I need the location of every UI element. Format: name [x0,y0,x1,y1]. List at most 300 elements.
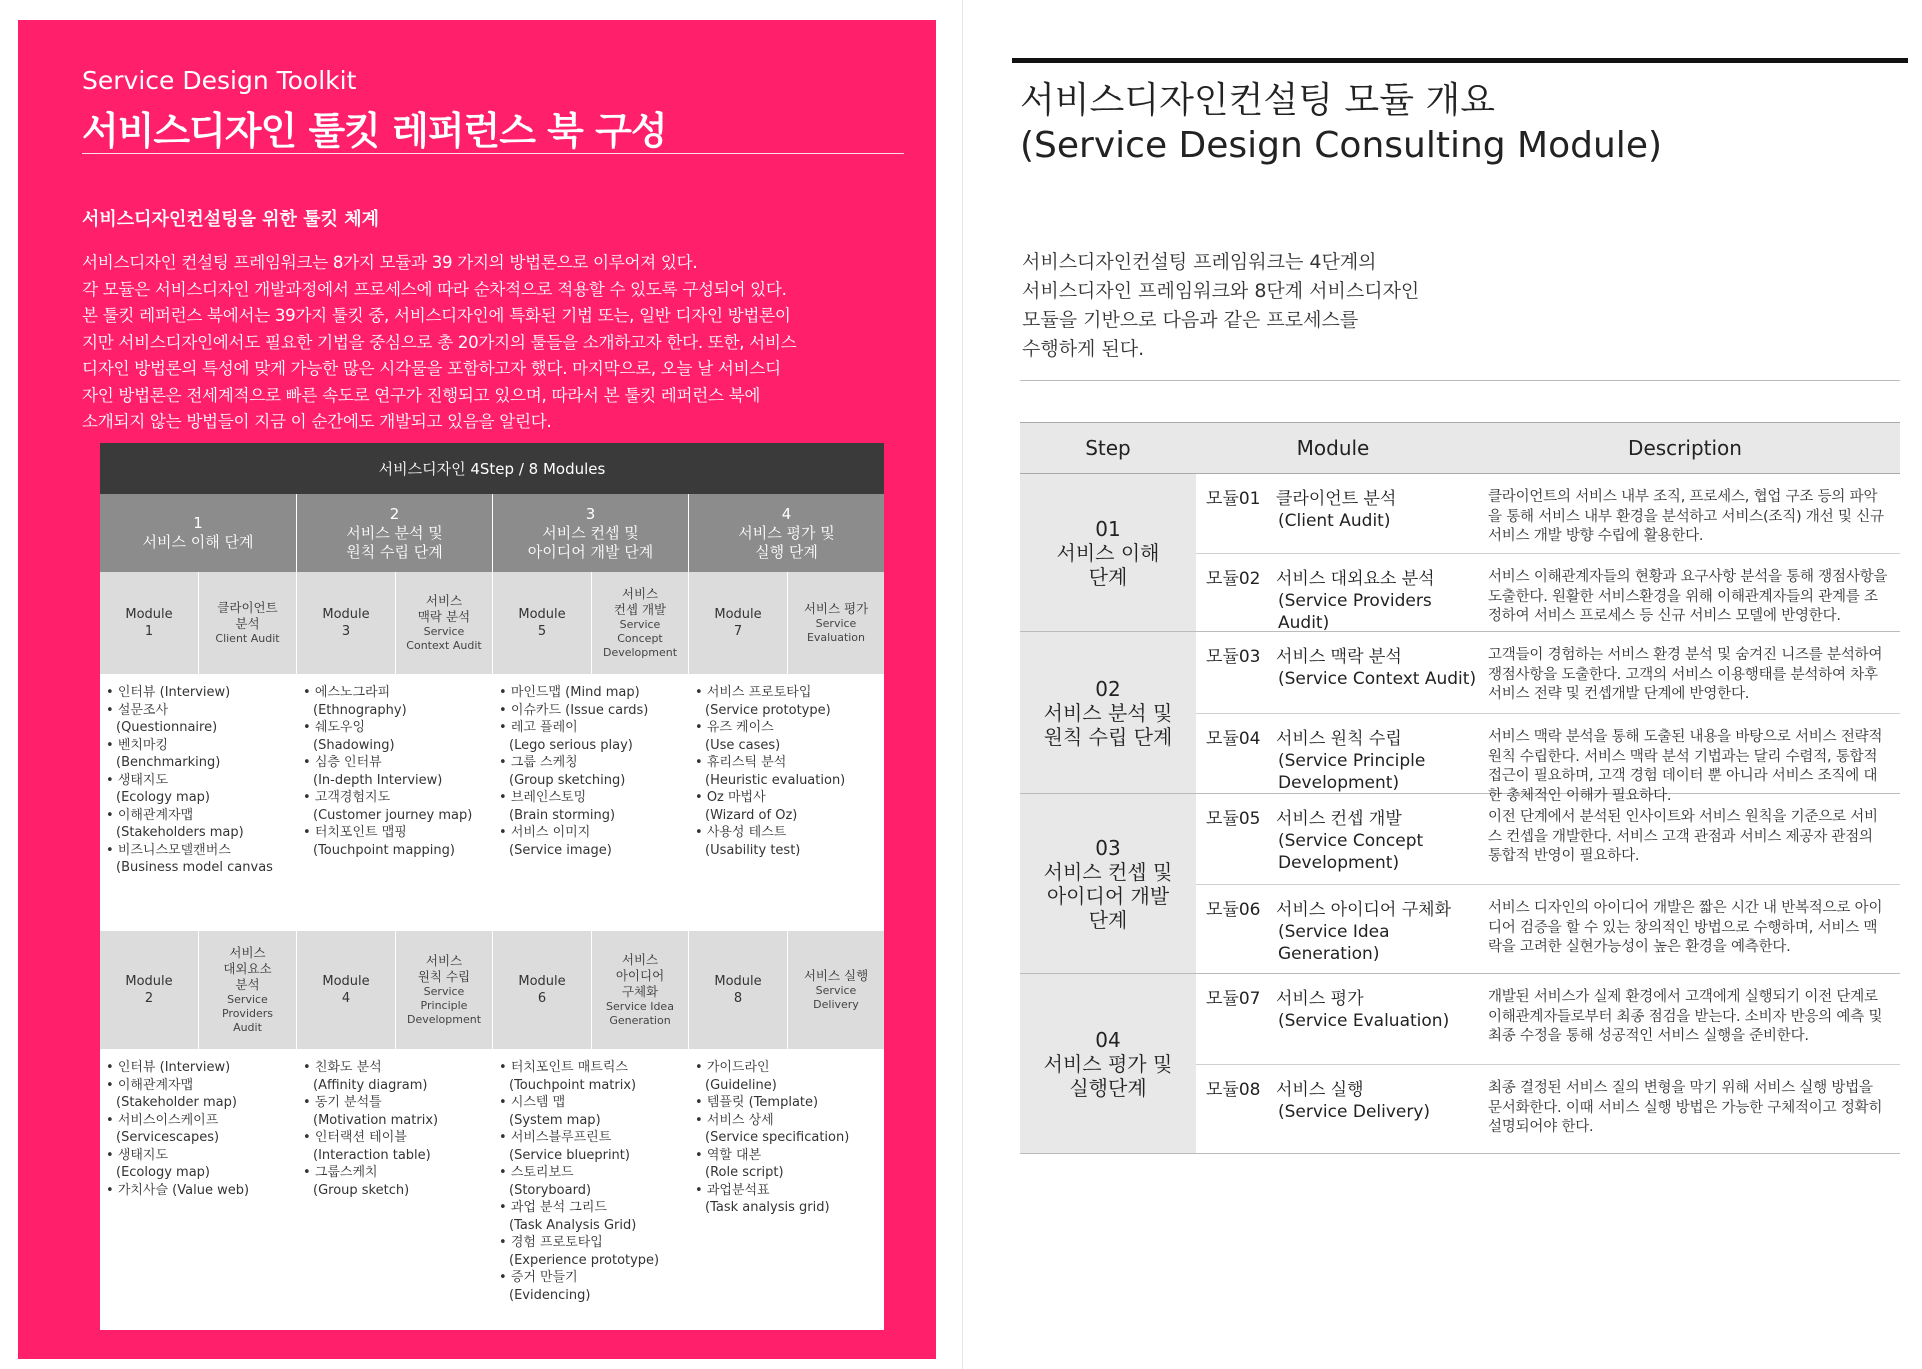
step-label: 실행단계 [1069,1075,1147,1100]
tool-name-ko: • 과업분석표 [695,1182,880,1200]
step-label: 아이디어 개발 [1046,883,1170,908]
title-line-ko: 서비스디자인컨설팅 모듈 개요 [1020,80,1495,121]
tool-name-ko: • 경험 프로토타입 [499,1234,684,1252]
step-group [1020,632,1900,804]
stage-label: 실행 단계 [755,542,818,561]
tool-name-en: (Stakeholder map) [116,1095,237,1110]
intro-line: 모듈을 기반으로 다음과 같은 프로세스를 [1022,309,1359,331]
tool-name-en: (Touchpoint mapping) [313,842,455,858]
module-number [689,931,787,1049]
module-number: 모듈01 [1206,489,1261,509]
module-name-ko: 클라이언트 분석 [1276,489,1397,509]
tool-name-en: (Guideline) [705,1077,777,1093]
module-name-ko: 맥락 분석 [417,609,471,624]
tool-name-ko: • 쉐도우잉 [303,719,488,737]
module-index: 3 [341,624,351,639]
tool-item [499,1059,684,1094]
tool-name-ko: • 그룹스케치 [303,1164,488,1182]
tool-name-ko: • 생태지도 [106,1147,292,1165]
step-label: 03 [1095,835,1121,860]
tool-name-ko: • 사용성 테스트 [695,824,880,842]
module-number: 모듈08 [1206,1080,1261,1100]
tool-name-ko: • 이해관계자맵 [106,1077,292,1095]
tool-item [695,1182,880,1217]
module-row [1196,474,1900,553]
module-name-en: Evaluation [806,631,866,644]
module-name [1276,808,1488,874]
tool-name-ko: • 동기 분석틀 [303,1094,488,1112]
step-label: 단계 [1088,907,1128,932]
tool-item [695,684,880,719]
tool-name-en: (Customer journey map) [313,807,473,823]
tool-list [296,674,492,931]
tool-name-ko: • 유즈 케이스 [695,719,880,737]
module-name-en: Principle [420,999,468,1012]
module-name-en: (Service Principle Development) [1278,751,1426,793]
tool-name-ko: • 벤치마킹 [106,737,292,755]
module-index: 7 [733,624,743,639]
tool-list [688,674,884,931]
module-index: 1 [144,624,154,639]
stage-label: 서비스 평가 및 [738,523,835,542]
tool-name-en: (Shadowing) [313,737,395,753]
module-name [198,572,296,674]
module-number: 모듈05 [1206,809,1261,829]
tool-item [499,1094,684,1129]
stage-cell [688,494,884,572]
tool-item [695,1059,880,1094]
module-label: Module [518,607,566,622]
tool-item [499,1269,684,1304]
tool-name-ko: • 인터뷰 (Interview) [106,1059,292,1077]
stage-cell [492,494,688,572]
module-name-en: Client Audit [215,632,280,645]
tool-name-ko: • 레고 플레이 [499,719,684,737]
tool-name-en: (Evidencing) [509,1287,591,1303]
stage-cell [100,494,296,572]
module-name-ko: 서비스 실행 [803,968,869,983]
intro-line: 자인 방법론은 전세계적으로 빠른 속도로 연구가 진행되고 있으며, 따라서 본 툴킷 레퍼런스 북에 [82,385,761,405]
tool-name-ko: • 브레인스토밍 [499,789,684,807]
header-description: Description [1628,436,1742,460]
step-group [1020,794,1900,974]
tool-item [695,824,880,859]
module-name-en: Service [815,617,857,630]
intro-line: 소개되지 않는 방법들이 지금 이 순간에도 개발되고 있음을 알린다. [82,412,552,431]
tool-item [499,702,684,720]
tool-name-en: (Brain storming) [509,807,616,823]
tool-list [688,1049,884,1330]
tool-item [695,754,880,789]
module-cell [296,931,492,1049]
module-name-ko: 서비스 [425,593,463,608]
tool-name-ko: • 휴리스틱 분석 [695,754,880,772]
module-name-ko: 컨셉 개발 [613,602,667,617]
module-number: 모듈04 [1206,729,1261,749]
tool-name-en: (Touchpoint matrix) [509,1077,637,1093]
page-kicker: Service Design Toolkit [82,66,357,95]
tool-name-en: (Experience prototype) [509,1252,660,1268]
module-name-en: Service [227,993,268,1006]
stage-number: 2 [389,504,400,523]
intro-line: 본 툴킷 레퍼런스 북에서는 39가지 툴킷 중, 서비스디자인에 특화된 기법 또는, 일반 디자인 방법론이 [82,306,791,325]
tool-item [106,1059,292,1077]
module-name-ko: 서비스 컨셉 개발 [1276,809,1402,829]
stage-label: 서비스 이해 단계 [142,533,254,551]
intro-line: 수행하게 된다. [1022,338,1145,360]
module-name [1276,988,1488,1054]
intro-line: 지만 서비스디자인에서도 필요한 기법을 중심으로 총 20가지의 툴들을 소개하고자 한다. 또한, 서비스 [82,332,797,352]
module-label: Module [125,607,173,622]
tool-item [303,1059,488,1094]
module-name-ko: 서비스 맥락 분석 [1276,647,1402,667]
module-description: 개발된 서비스가 실제 환경에서 고객에게 실행되기 이전 단계로 이해관계자들로부터 최종 점검을 받는다. 소비자 반응의 예측 및 최종 수정을 통해 성공적인 서비스 실행을 준비한다. [1488,989,1883,1044]
tool-item [303,684,488,719]
tool-name-ko: • 인터랙션 테이블 [303,1129,488,1147]
module-row-bottom [100,931,884,1049]
module-index: 4 [341,991,351,1006]
tool-name-ko: • 에스노그라피 [303,684,488,702]
module-number [493,572,591,674]
tool-name-ko: • 마인드맵 (Mind map) [499,684,684,702]
tool-name-en: (Use cases) [705,737,781,753]
module-name-ko: 서비스 [229,945,266,960]
module-row [1196,553,1900,632]
module-number [493,931,591,1049]
tool-name-en: (Stakeholders map) [116,825,244,840]
tool-name-ko: • 서비스블루프린트 [499,1129,684,1147]
tool-name-en: (Storyboard) [509,1182,592,1198]
module-index: 2 [144,991,154,1006]
module-name-en: Service [423,625,465,638]
module-name-en: Context Audit [406,639,482,652]
module-cell [688,572,884,674]
module-label: Module [518,974,566,989]
tool-name-en: (Ecology map) [116,1165,210,1180]
tool-item [106,1147,292,1182]
module-number [297,931,395,1049]
tool-name-en: (Ecology map) [116,790,210,805]
tool-item [106,684,292,702]
tool-item [303,754,488,789]
module-number: 모듈06 [1206,900,1261,920]
tool-item [499,1234,684,1269]
tool-name-en: (Questionnaire) [116,720,218,735]
module-name-en: Generation [609,1014,671,1027]
module-name [1276,568,1488,633]
module-name-en: (Service Providers Audit) [1278,591,1432,633]
tool-name-en: (Service image) [509,842,612,858]
module-cell [296,572,492,674]
step-label: 04 [1095,1027,1121,1052]
module-table [1020,422,1900,1154]
tool-name-en: (Affinity diagram) [313,1077,428,1093]
tool-name-ko: • 심층 인터뷰 [303,754,488,772]
title-line-en: (Service Design Consulting Module) [1020,125,1663,166]
intro-line: 서비스디자인 프레임워크와 8단계 서비스디자인 [1022,280,1420,302]
tool-list [100,674,296,931]
tool-item [499,684,684,702]
tool-item [303,1094,488,1129]
module-number [689,572,787,674]
header-module: Module [1296,436,1370,460]
module-row [1196,884,1900,974]
tool-item [499,824,684,859]
module-name [1276,1079,1488,1144]
tool-item [106,1077,292,1112]
stage-label: 서비스 컨셉 및 [542,523,639,542]
module-name-en: (Service Evaluation) [1278,1011,1450,1031]
header-step: Step [1085,436,1131,460]
tool-name-ko: • 이해관계자맵 [106,807,292,825]
tool-name-en: (Ethnography) [313,702,407,718]
module-name-en: Audit [233,1021,262,1034]
tool-name-ko: • 생태지도 [106,772,292,790]
module-label: Module [125,974,173,989]
tool-list [296,1049,492,1330]
module-number: 모듈03 [1206,647,1261,667]
tool-name-ko: • 시스템 맵 [499,1094,684,1112]
step-cell [1020,474,1196,631]
tool-item [499,1164,684,1199]
module-name-ko: 대외요소 [223,961,272,976]
module-name [1276,728,1488,793]
tool-name-ko: • 템플릿 (Template) [695,1094,880,1112]
module-row [1196,1064,1900,1154]
tool-name-en: (Usability test) [705,842,801,858]
module-name-en: Service [815,984,857,997]
step-label: 원칙 수립 단계 [1043,724,1173,749]
tool-item [499,754,684,789]
tool-row-top [100,674,884,931]
module-name [787,931,884,1049]
stage-row [100,494,884,572]
module-name [591,931,688,1049]
tool-list [492,674,688,931]
module-name [591,572,688,674]
module-cell [100,931,296,1049]
module-name-ko: 원칙 수립 [417,969,471,984]
tool-name-ko: • 비즈니스모델캔버스 [106,842,292,860]
module-label: Module [322,974,370,989]
module-name [1276,646,1488,703]
stage-number: 3 [585,504,596,523]
module-overview-title [1020,78,1662,168]
tool-name-ko: • 설문조사 [106,702,292,720]
tool-item [303,789,488,824]
stage-number: 1 [193,514,203,532]
tool-name-ko: • 인터뷰 (Interview) [106,684,292,702]
module-name-en: Development [406,1013,482,1026]
tool-name-ko: • 터치포인트 매트릭스 [499,1059,684,1077]
module-name [395,572,492,674]
stage-cell [296,494,492,572]
toolkit-table [100,443,884,1330]
module-label: Module [714,607,762,622]
stage-label: 원칙 수립 단계 [346,542,443,561]
module-row [1196,794,1900,884]
tool-item [303,1164,488,1199]
tool-item [106,702,292,737]
tool-item [106,772,292,807]
tool-name-en: (Service specification) [705,1130,850,1145]
tool-item [695,1094,880,1112]
module-name-en: Service Idea [606,1000,674,1013]
module-row-top [100,572,884,674]
tool-name-en: (Lego serious play) [509,737,633,753]
tool-name-ko: • 가이드라인 [695,1059,880,1077]
tool-name-ko: • 서비스 상세 [695,1112,880,1130]
module-row [1196,713,1900,804]
module-table-body [1020,474,1900,1154]
step-cell [1020,794,1196,973]
tool-name-en: (Benchmarking) [116,755,221,770]
step-label: 단계 [1088,564,1128,589]
tool-name-ko: • 스토리보드 [499,1164,684,1182]
module-table-header [1020,422,1900,474]
step-cell [1020,974,1196,1153]
module-rows [1196,974,1900,1153]
module-description: 서비스 디자인의 아이디어 개발은 짧은 시간 내 반복적으로 아이디어 검증을 할 수 있는 창의적인 방법으로 수행하며, 서비스 맥락을 고려한 실현가능성이 높은 환경을 예측한다. [1488,900,1883,955]
title-divider [82,153,904,154]
module-number [100,931,198,1049]
stage-number: 4 [781,504,792,523]
step-group [1020,974,1900,1154]
intro-line: 서비스디자인 컨설팅 프레임워크는 8가지 모듈과 39 가지의 방법론으로 이루어져 있다. [82,253,698,272]
step-label: 01 [1095,516,1121,541]
tool-item [695,1147,880,1182]
step-label: 서비스 분석 및 [1043,700,1173,725]
module-label: Module [322,607,370,622]
module-name-ko: 분석 [235,977,260,992]
overview-intro [1022,248,1419,364]
tool-item [695,1112,880,1147]
tool-name-ko: • 고객경험지도 [303,789,488,807]
module-number [297,572,395,674]
stage-label: 서비스 분석 및 [346,523,443,542]
step-label: 서비스 평가 및 [1043,1051,1173,1076]
tool-name-en: (Group sketching) [509,772,626,788]
module-description: 서비스 이해관계자들의 현황과 요구사항 분석을 통해 쟁점사항을 도출한다. 원활한 서비스환경을 위해 이해관계자들의 관계를 조정하여 서비스 프로세스 등 신규 서비스 모델에 반영한다. [1488,569,1888,624]
module-name-ko: 서비스 원칙 수립 [1276,729,1402,749]
module-name-ko: 서비스 평가 [803,601,869,616]
module-name-en: Delivery [813,998,859,1011]
tool-name-ko: • 서비스 프로토타입 [695,684,880,702]
tool-name-ko: • 서비스 이미지 [499,824,684,842]
tool-name-ko: • 터치포인트 맵핑 [303,824,488,842]
module-number: 모듈02 [1206,569,1261,589]
tool-item [303,1129,488,1164]
tool-name-en: (Task analysis grid) [705,1200,830,1215]
tool-name-en: (Business model canvas [116,860,273,875]
tool-item [106,1182,292,1200]
module-name-en: (Client Audit) [1278,511,1391,531]
tool-name-ko: • 그룹 스케칭 [499,754,684,772]
tool-item [106,1112,292,1147]
module-description: 클라이언트의 서비스 내부 조직, 프로세스, 협업 구조 등의 파악을 통해 서비스 내부 환경을 분석하고 서비스(조직) 개선 및 신규 서비스 개발 방향 수립에 활용한다. [1488,489,1884,544]
module-name-ko: 서비스 [425,953,463,968]
tool-name-ko: • 친화도 분석 [303,1059,488,1077]
section-subtitle: 서비스디자인컨설팅을 위한 툴킷 체계 [82,209,380,230]
tool-name-ko: • 과업 분석 그리드 [499,1199,684,1217]
tool-name-en: (Service prototype) [705,702,831,718]
tool-name-ko: • 이슈카드 (Issue cards) [499,702,684,720]
module-cell [688,931,884,1049]
module-rows [1196,474,1900,631]
tool-name-en: (Interaction table) [313,1147,431,1163]
module-description: 서비스 맥락 분석을 통해 도출된 내용을 바탕으로 서비스 전략적 원칙 수립한다. 서비스 맥락 분석 기법과는 달리 수렴적, 통합적 접근이 필요하며, 고객 경험 데이터 뿐 아니라 서비스 조직에 대한 총체적인 이해가 필요하다. [1488,729,1883,804]
module-name-ko: 분석 [235,616,260,631]
module-name-en: Concept [617,632,663,645]
module-name-ko: 클라이언트 [217,600,278,615]
tool-item [695,719,880,754]
tool-name-en: (Servicescapes) [116,1130,220,1145]
module-name-en: (Service Concept Development) [1278,831,1424,873]
module-index: 8 [733,991,743,1006]
module-name-ko: 서비스 [621,952,659,967]
module-name-ko: 서비스 아이디어 구체화 [1276,900,1452,920]
stage-label: 아이디어 개발 단계 [527,542,654,561]
intro-paragraph [82,250,904,436]
module-name [1276,899,1488,964]
tool-name-en: (System map) [509,1112,601,1128]
intro-line: 각 모듈은 서비스디자인 개발과정에서 프로세스에 따라 순차적으로 적용할 수 있도록 구성되어 있다. [82,279,787,299]
tool-item [106,807,292,842]
tool-list [492,1049,688,1330]
module-name-en: (Service Delivery) [1278,1102,1431,1122]
tool-item [499,1129,684,1164]
module-name [198,931,296,1049]
module-name-ko: 서비스 [621,586,659,601]
step-group [1020,474,1900,632]
tool-item [695,789,880,824]
step-label: 02 [1095,676,1121,701]
module-name-en: (Service Idea Generation) [1278,922,1390,964]
tool-name-en: (Role script) [705,1165,784,1180]
page-title: 서비스디자인 툴킷 레퍼런스 북 구성 [82,109,667,153]
module-description: 이전 단계에서 분석된 인사이트와 서비스 원칙을 기준으로 서비스 컨셉을 개발한다. 서비스 고객 관점과 서비스 제공자 관점의 통합적 반영이 필요하다. [1488,809,1878,864]
tool-item [499,1199,684,1234]
tool-name-en: (Task Analysis Grid) [509,1217,637,1233]
step-cell [1020,632,1196,793]
tool-name-en: (Group sketch) [313,1182,410,1198]
tool-name-en: (Wizard of Oz) [705,807,798,823]
module-number [100,572,198,674]
module-number: 모듈07 [1206,989,1261,1009]
tool-item [106,737,292,772]
module-cell [492,931,688,1049]
title-bar [1012,58,1908,63]
tool-item [303,719,488,754]
page-gutter [962,0,963,1369]
module-description: 최종 결정된 서비스 질의 변형을 막기 위해 서비스 실행 방법을 문서화한다. 이때 서비스 실행 방법은 가능한 구체적이고 정확히 설명되어야 한다. [1488,1080,1883,1135]
module-name [1276,488,1488,543]
module-name-en: (Service Context Audit) [1278,669,1477,689]
module-description: 고객들이 경험하는 서비스 환경 분석 및 숨겨진 니즈를 분석하여 쟁점사항을 도출한다. 고객의 서비스 이용행태를 분석하여 차후 서비스 전략 및 컨셉개발 단계에 반영한다. [1488,647,1883,702]
module-name-en: Providers [221,1007,274,1020]
module-name [395,931,492,1049]
module-name-en: Service [619,618,661,631]
tool-name-ko: • 증거 만들기 [499,1269,684,1287]
module-row [1196,974,1900,1064]
module-rows [1196,794,1900,973]
module-name-en: Service [423,985,465,998]
tool-item [499,789,684,824]
tool-item [106,842,292,877]
intro-line: 디자인 방법론의 특성에 맞게 가능한 많은 시각물을 포함하고자 했다. 마지막으로, 오늘 날 서비스디 [82,359,781,378]
module-cell [492,572,688,674]
step-label: 서비스 컨셉 및 [1043,859,1173,884]
